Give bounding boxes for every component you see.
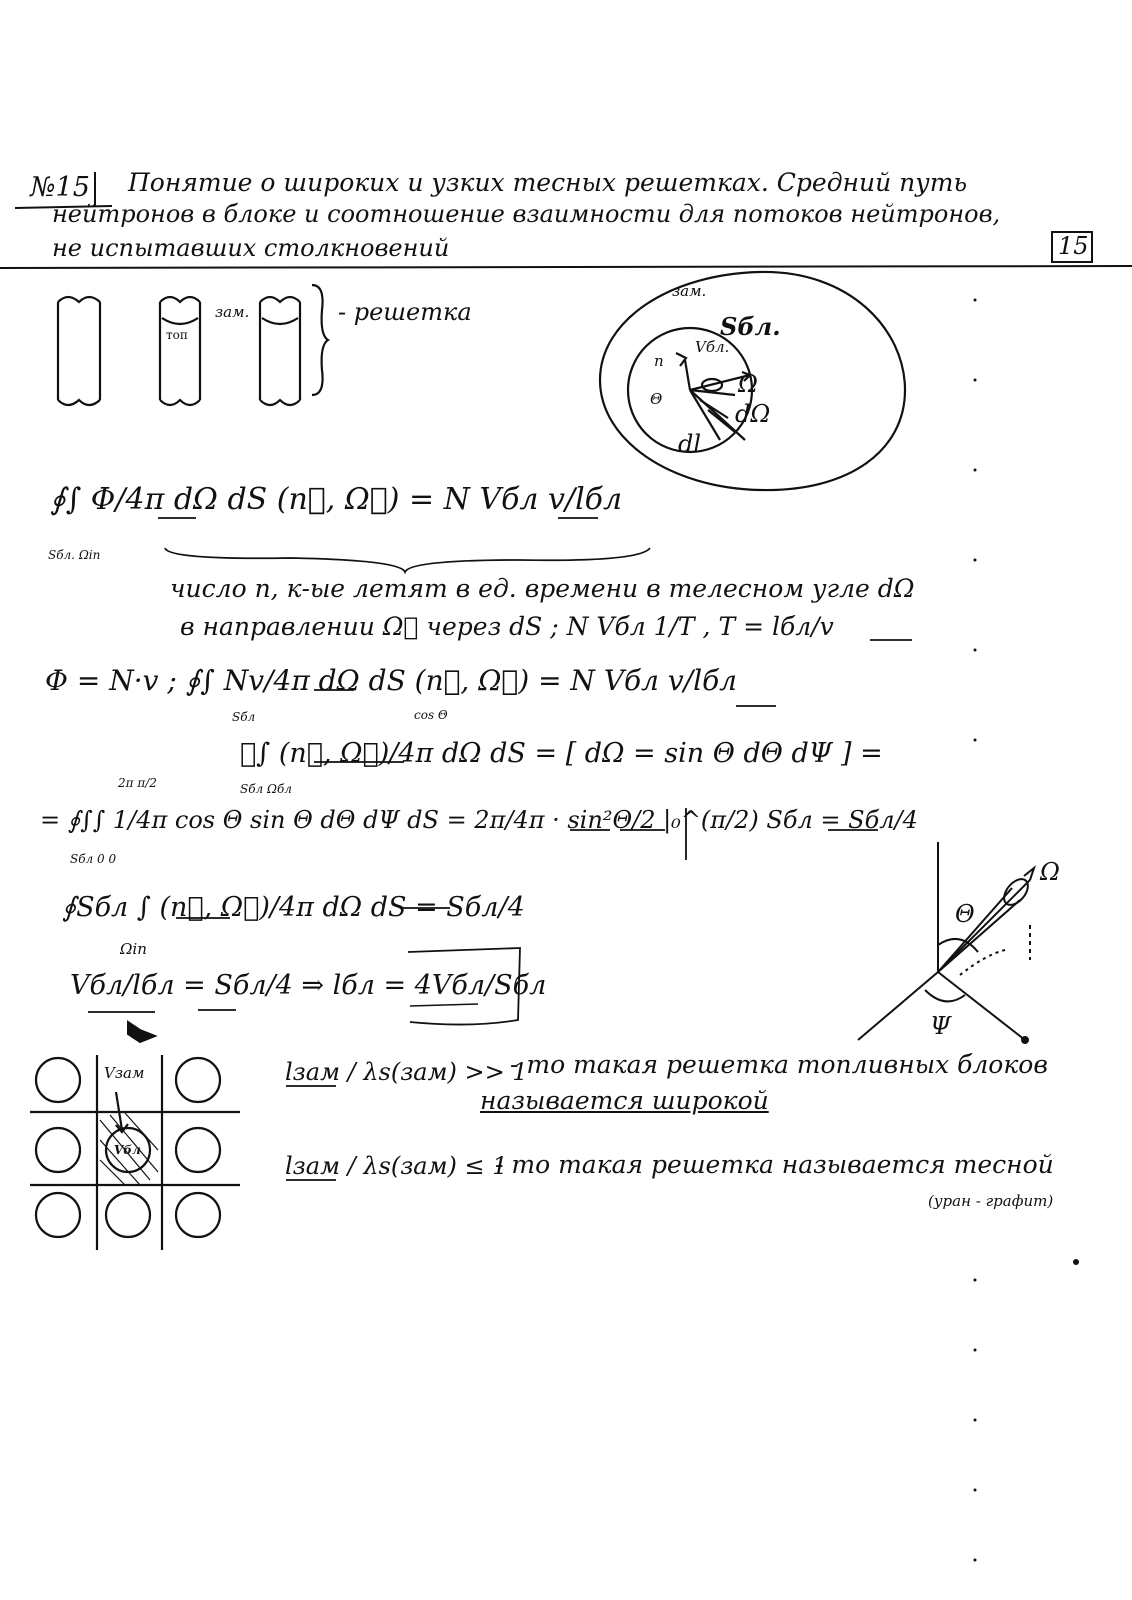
theta-angle-label: Θ	[955, 900, 975, 928]
eq1-underbrace	[165, 548, 650, 572]
header-divider	[0, 266, 1132, 268]
header-line-3: не испытавших столкновений	[52, 234, 450, 262]
psi-angle-label: Ψ	[930, 1012, 952, 1040]
mean-path-result: Vбл/lбл = Sбл/4 ⇒ lбл = 4Vбл/Sбл	[70, 970, 547, 1001]
header-line-1: Понятие о широких и узких тесных решетках. Средний путь	[128, 168, 968, 197]
block-volume-label: Vбл.	[695, 338, 730, 356]
wide-text-2: называется широкой	[480, 1086, 769, 1115]
equation-1: ∮∫ Φ/4π dΩ dS (n⃗, Ω⃗) = N Vбл v/lбл	[50, 482, 623, 517]
direction-label: Ω	[738, 370, 758, 398]
moderator-label: зам.	[215, 303, 250, 321]
margin-dots	[974, 299, 1080, 1562]
equation-4: = ∮∫∫ 1/4π cos Θ sin Θ dΘ dΨ dS = 2π/4π · sin²Θ/2 |₀^(π/2) Sбл = Sбл/4	[40, 806, 918, 834]
d-omega-label: dΩ	[735, 400, 771, 428]
block-surface-label: Sбл.	[720, 312, 781, 341]
moderator-volume-label: Vзам	[104, 1064, 145, 1082]
equation-4-subscript: Sбл 0 0	[70, 852, 117, 866]
scribble-mark	[128, 1022, 155, 1042]
explanation-line-2: в направлении Ω⃗ через dS ; N Vбл 1/T , T = lбл/v	[180, 612, 834, 641]
equation-2-cos-note: cos Θ	[414, 708, 448, 722]
lattice-blocks-figure	[58, 285, 328, 405]
normal-label: n	[654, 352, 664, 370]
lattice-label: - решетка	[338, 298, 472, 326]
equation-2: Φ = N·v ; ∮∫ Nv/4π dΩ dS (n⃗, Ω⃗) = N Vбл v/lбл	[45, 664, 737, 697]
tight-note: (уран - графит)	[928, 1192, 1054, 1210]
page-number: 15	[1058, 232, 1089, 260]
block-volume-cell-label: Vбл	[114, 1143, 141, 1157]
theta-label: Θ	[650, 390, 663, 408]
wide-condition: lзам / λs(зам) >> 1	[285, 1058, 528, 1086]
explanation-line-1: число n, к-ые летят в ед. времени в телесном угле dΩ	[170, 574, 915, 603]
equation-3-subscript: Sбл Ωбл	[240, 782, 292, 796]
header-line-2: нейтронов в блоке и соотношение взаимности для потоков нейтронов,	[52, 200, 1001, 228]
equation-4-limits: 2π π/2	[118, 776, 157, 790]
equation-3: ∮∫ (n⃗, Ω⃗)/4π dΩ dS = [ dΩ = sin Θ dΘ dΨ ] =	[240, 738, 883, 769]
equation-5-subscript: Ωin	[120, 940, 147, 958]
equation-2-subscript: Sбл	[232, 710, 256, 724]
dl-label: dl	[678, 430, 702, 458]
problem-number: №15	[30, 172, 90, 203]
equation-5: ∮Sбл ∫ (n⃗, Ω⃗)/4π dΩ dS = Sбл/4	[62, 892, 525, 923]
outer-region-label: зам.	[672, 282, 707, 300]
equation-1-subscript: Sбл. Ωin	[48, 548, 101, 562]
omega-axis-label: Ω	[1040, 858, 1060, 886]
wide-text-1: - то такая решетка топливных блоков	[510, 1050, 1048, 1079]
fuel-label: топ	[166, 328, 188, 342]
tight-condition: lзам / λs(зам) ≤ 1	[285, 1152, 508, 1180]
tight-text: - то такая решетка называется тесной	[495, 1150, 1054, 1179]
